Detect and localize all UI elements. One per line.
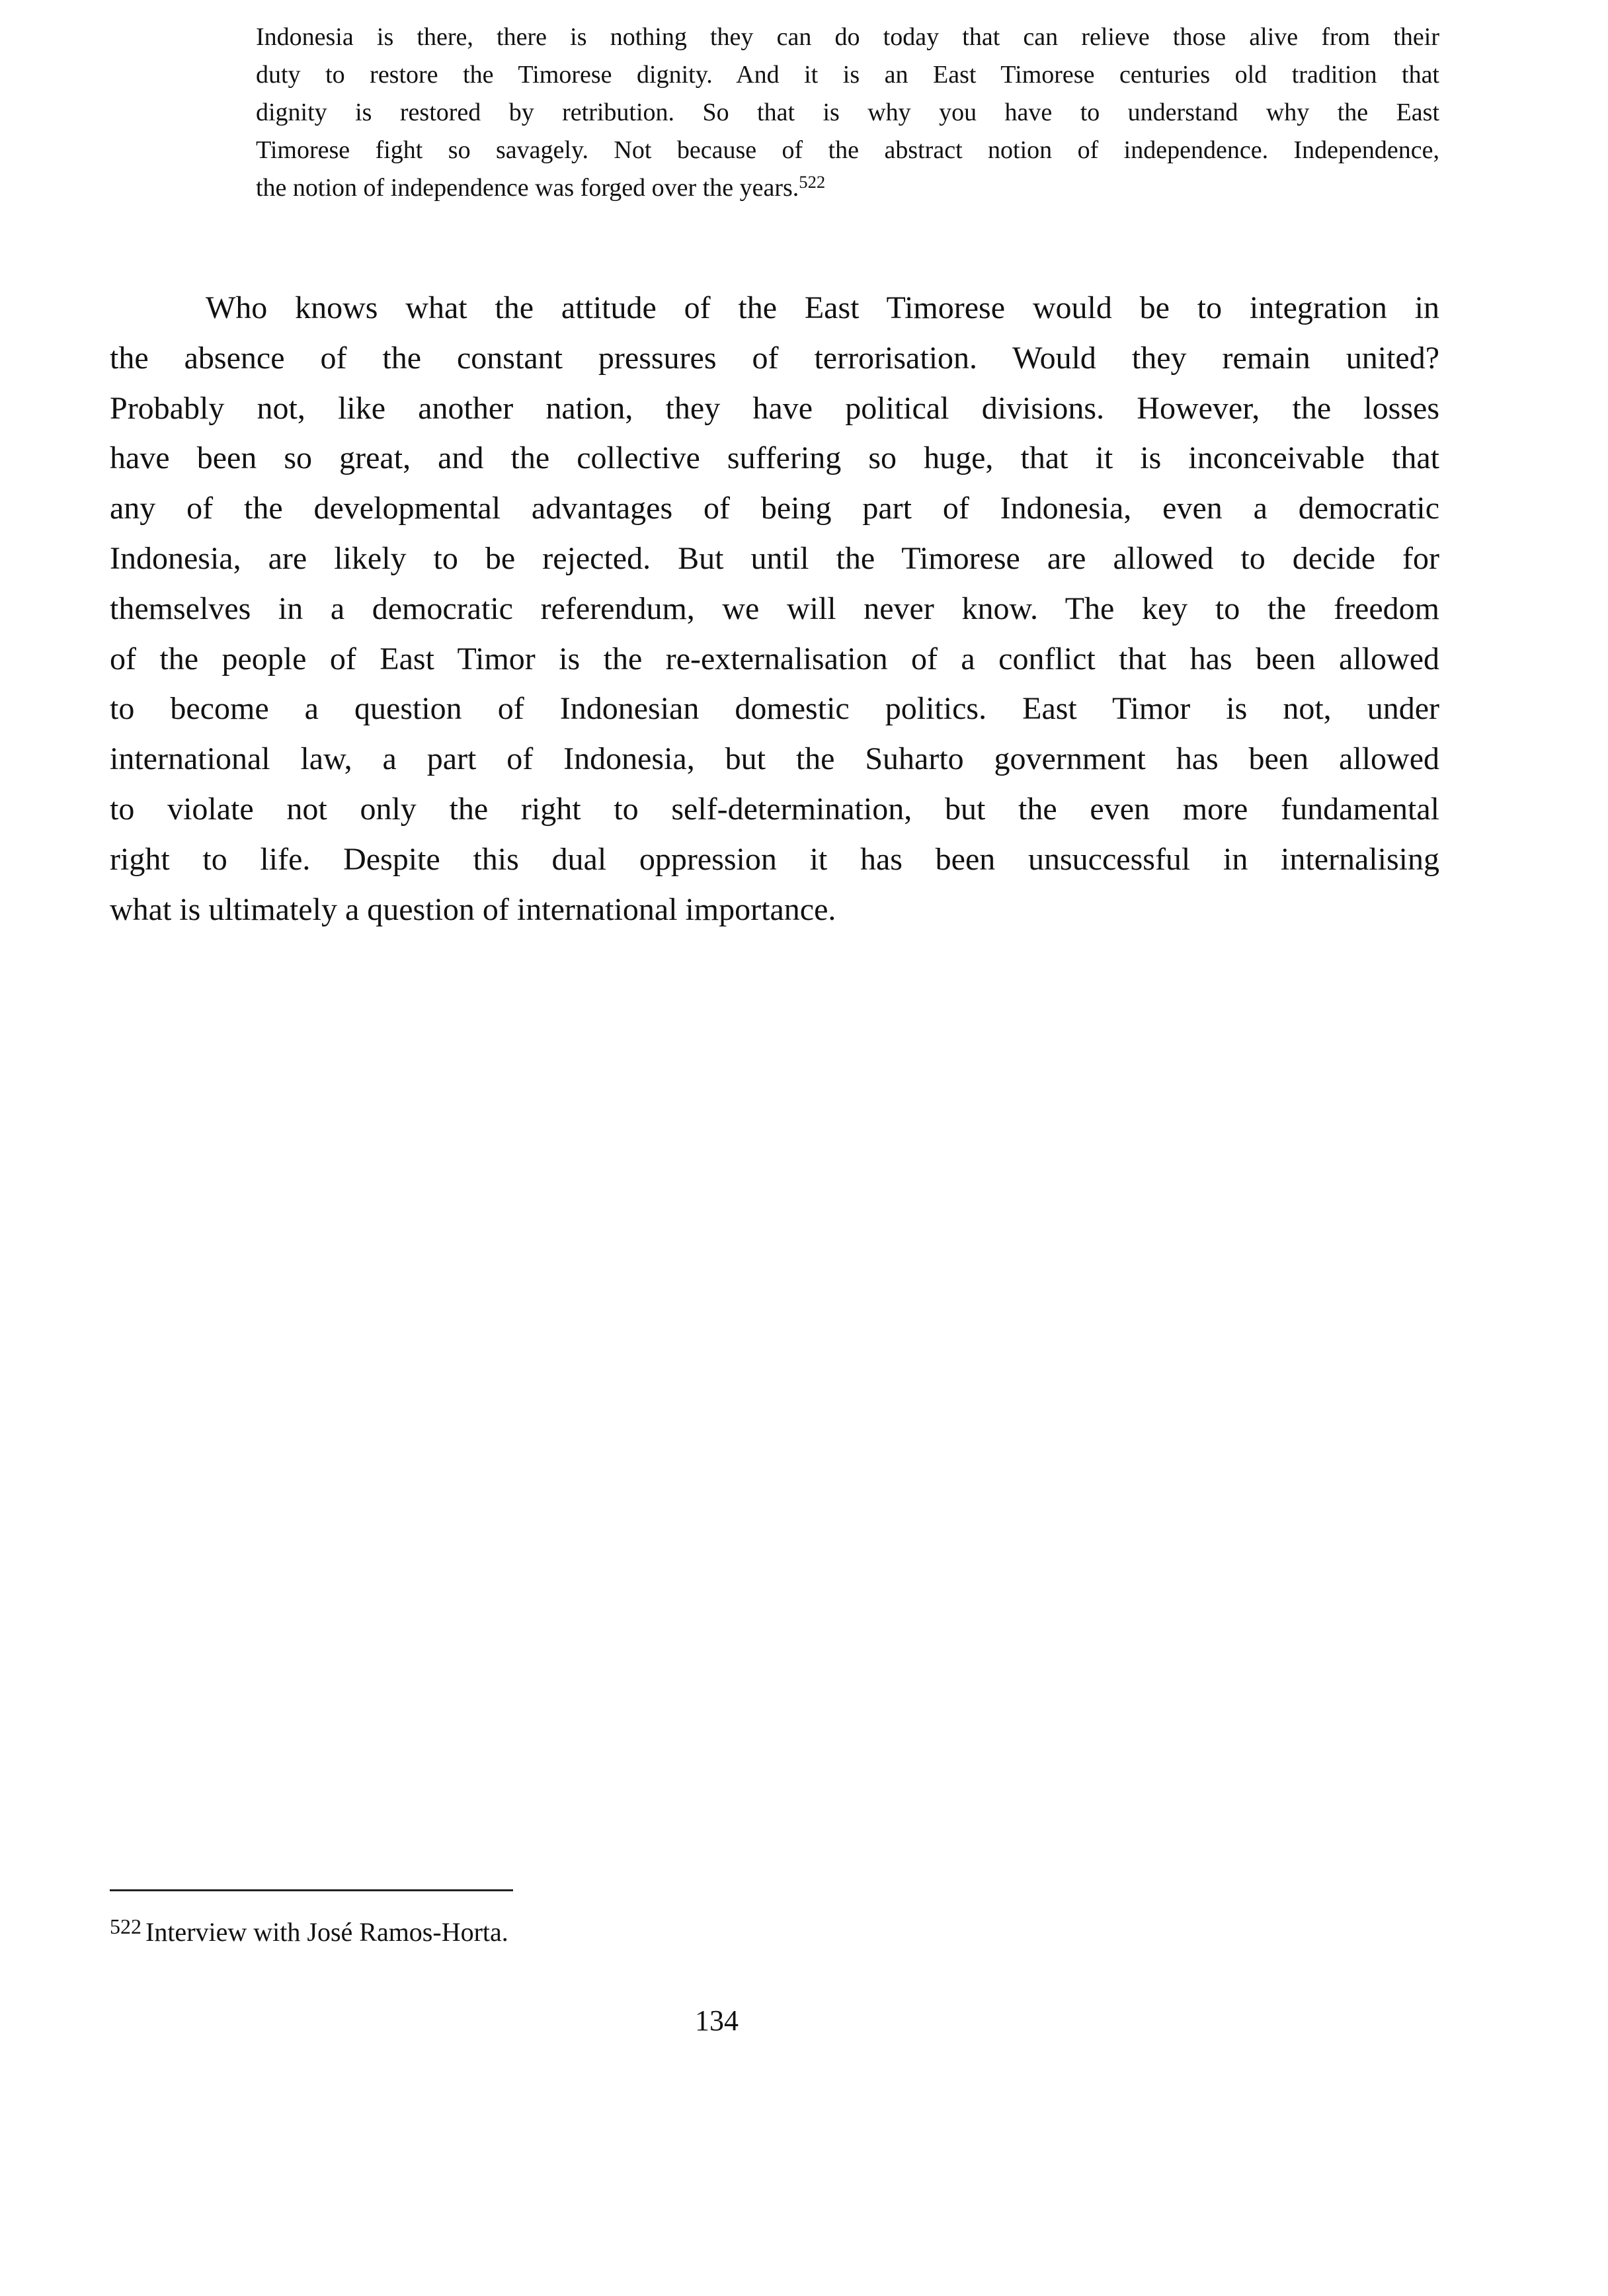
paragraph-line: right to life. Despite this dual oppression it has been unsuccessful in internalising [110, 841, 1439, 877]
paragraph-line: to violate not only the right to self-determination, but the even more fundamental [110, 791, 1439, 827]
paragraph-line: Indonesia, are likely to be rejected. But until the Timorese are allowed to decide for [110, 540, 1439, 576]
quote-line-text: the notion of independence was forged over the years. [256, 174, 799, 202]
paragraph-line: Probably not, like another nation, they have political divisions. However, the losses [110, 390, 1439, 426]
paragraph-line: themselves in a democratic referendum, we will never know. The key to the freedom [110, 591, 1439, 626]
paragraph-line: have been so great, and the collective suffering so huge, that it is inconceivable that [110, 440, 1439, 476]
paragraph-line: the absence of the constant pressures of terrorisation. Would they remain united? [110, 340, 1439, 376]
quote-line: duty to restore the Timorese dignity. And it is an East Timorese centuries old tradition that [256, 61, 1439, 89]
footnote-reference: 522 [799, 172, 826, 192]
body-paragraph [110, 283, 1439, 934]
quote-line [256, 169, 1439, 207]
paragraph-line: of the people of East Timor is the re-externalisation of a conflict that has been allowed [110, 641, 1439, 676]
footnote [110, 1914, 508, 1948]
quote-line: Timorese fight so savagely. Not because of the abstract notion of independence. Independence, [256, 136, 1439, 164]
paragraph-line: to become a question of Indonesian domestic politics. East Timor is not, under [110, 691, 1439, 727]
paragraph-line: what is ultimately a question of international importance. [110, 891, 836, 927]
page-number: 134 [695, 2004, 739, 2037]
block-quote [256, 19, 1439, 207]
footnote-text: Interview with José Ramos-Horta. [145, 1917, 508, 1948]
paragraph-line: international law, a part of Indonesia, but the Suharto government has been allowed [110, 741, 1439, 777]
paragraph-line: Who knows what the attitude of the East Timorese would be to integration in [206, 290, 1439, 325]
footnote-number: 522 [110, 1914, 141, 1938]
footnote-divider [110, 1889, 513, 1891]
quote-line: Indonesia is there, there is nothing they can do today that can relieve those alive from their [256, 23, 1439, 51]
paragraph-line: any of the developmental advantages of being part of Indonesia, even a democratic [110, 491, 1439, 526]
quote-line: dignity is restored by retribution. So that is why you have to understand why the East [256, 99, 1439, 126]
